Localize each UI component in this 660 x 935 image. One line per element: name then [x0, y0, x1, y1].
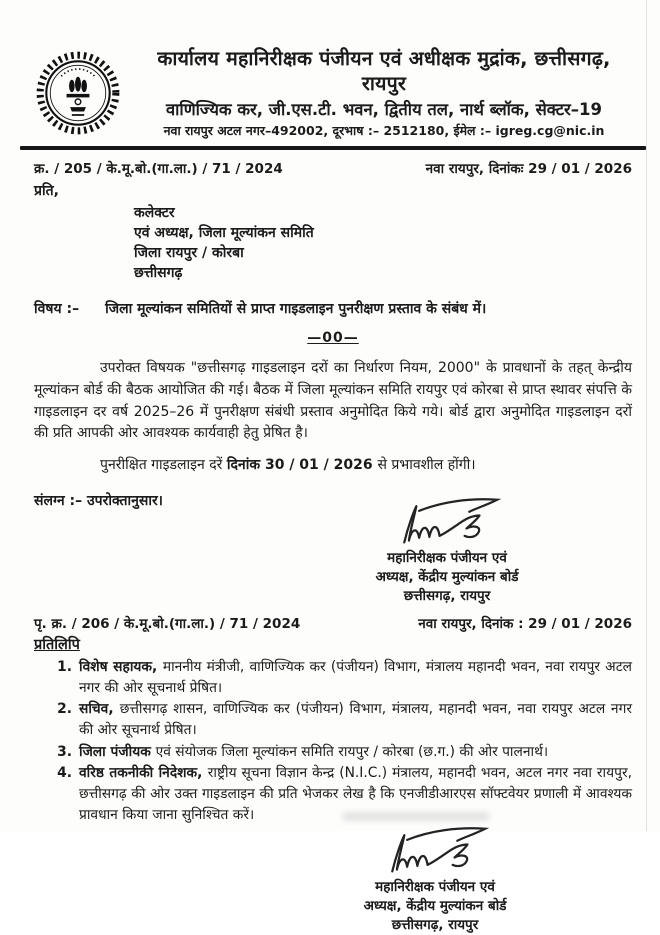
- signature-block: [300, 825, 570, 935]
- effective-date: दिनांक 30 / 01 / 2026: [226, 457, 378, 474]
- reference-row: [34, 159, 632, 177]
- addressee-line: एवं अध्यक्ष, जिला मूल्यांकन समिति: [134, 225, 314, 242]
- section-separator: —00—: [307, 329, 359, 346]
- office-address-line: वाणिज्यिक कर, जी.एस.टी. भवन, द्वितीय तल, नार्थ ब्लॉक, सेक्टर–19: [165, 99, 603, 119]
- letter-number: क्र. / 205 / के.मू.बो.(गा.ला.) / 71 / 2024: [34, 161, 283, 178]
- endorsement-number: पृ. क्र. / 206 / के.मू.बो.(गा.ला.) / 71 / 2024: [34, 615, 301, 632]
- copy-to-label: प्रतिलिपि: [34, 636, 80, 653]
- body-paragraph: उपरोक्त विषयक "छत्तीसगढ़ गाइडलाइन दरों का निर्धारण नियम, 2000" के प्रावधानों के तहत् केन्द्रीय मूल्यांकन बोर्ड की बैठक आयोजित की गई। बैठक में जिला मूल्यांकन समिति रायपुर एवं कोरबा से प्राप्त स्थावर संपत्ति के गाइडलाइन दर वर्ष 2025–26 में पुनरीक्षण संबंधी प्रस्ताव अनुमोदित किये गये। बोर्ड द्वारा अनुमोदित गाइडलाइन दरों की प्रति आपकी ओर आवश्यक कार्यवाही हेतु प्रेषित है।: [34, 359, 632, 442]
- office-contact-line: नवा रायपुर अटल नगर–492002, दूरभाष :– 2512180, ईमेल :– igreg.cg@nic.in: [163, 123, 605, 139]
- place-and-date: नवा रायपुर, दिनांकः 29 / 01 / 2026: [425, 161, 632, 178]
- addressee-line: छत्तीसगढ़: [134, 265, 183, 281]
- signatory-designation: महानिरीक्षक पंजीयन एवं अध्यक्ष, केंद्रीय मुल्यांकन बोर्ड छत्तीसगढ़, रायपुर: [363, 879, 507, 934]
- endorsement-reference-row: [34, 614, 632, 632]
- office-title: कार्यालय महानिरीक्षक पंजीयन एवं अधीक्षक मुद्रांक, छत्तीसगढ़, रायपुर: [157, 47, 611, 96]
- header-divider: [20, 146, 646, 150]
- addressee-line: जिला रायपुर / कोरबा: [134, 245, 244, 262]
- signature-block: [312, 496, 582, 606]
- effective-date-line: [34, 455, 632, 474]
- addressee-block: [134, 204, 632, 284]
- effective-suffix: से प्रभावशील होंगी।: [377, 457, 476, 474]
- chhattisgarh-emblem-logo: [34, 48, 122, 138]
- signature-scribble-icon: [375, 825, 495, 877]
- subject-row: [34, 299, 632, 318]
- list-item: 2. सचिव, छत्तीसगढ़ शासन, वाणिज्यिक कर (पंजीयन) विभाग, मंत्रालय, महानदी भवन, नवा रायपुर अटल नगर की ओर सूचनार्थ प्रेषित।: [57, 701, 632, 738]
- list-item: 4. वरिष्ठ तकनीकी निदेशक, राष्ट्रीय सूचना विज्ञान केन्द्र (N.I.C.) मंत्रालय, महानदी भवन, अटल नगर नवा रायपुर, छत्तीसगढ़ की ओर उक्त गाइडलाइन की प्रति भेजकर लेख है कि एनजीडीआरएस सॉफ्टवेयर प्रणाली में आवश्यक प्रावधान किया जाना सुनिश्चित करें।: [57, 765, 632, 823]
- list-item: 1. विशेष सहायक, माननीय मंत्रीजी, वाणिज्यिक कर (पंजीयन) विभाग, मंत्रालय महानदी भवन, नवा रायपुर अटल नगर की ओर सूचनार्थ प्रेषित।: [57, 658, 633, 696]
- signatory-designation: महानिरीक्षक पंजीयन एवं अध्यक्ष, केंद्रीय मुल्यांकन बोर्ड छत्तीसगढ़, रायपुर: [375, 550, 519, 604]
- subject-label: विषय :–: [34, 300, 80, 317]
- list-item: 3. जिला पंजीयक एवं संयोजक जिला मूल्यांकन समिति रायपुर / कोरबा (छ.ग.) की ओर पालनार्थ।: [57, 743, 549, 760]
- addressee-line: कलेक्टर: [134, 205, 175, 222]
- effective-prefix: पुनरीक्षित गाइडलाइन दरें: [100, 457, 227, 474]
- signature-scribble-icon: [387, 496, 507, 548]
- subject-text: जिला मूल्यांकन समितियों से प्राप्त गाइडलाइन पुनरीक्षण प्रस्ताव के संबंध में।: [105, 300, 487, 317]
- scan-artifact: [342, 812, 490, 821]
- enclosure-line: संलग्न :– उपरोक्तानुसार।: [34, 493, 163, 510]
- endorsement-place-date: नवा रायपुर, दिनांक : 29 / 01 / 2026: [418, 615, 632, 632]
- page-edge-shadow: [646, 0, 647, 831]
- salutation: प्रति,: [34, 183, 59, 200]
- letterhead: [34, 0, 632, 139]
- copy-to-list: [34, 657, 632, 826]
